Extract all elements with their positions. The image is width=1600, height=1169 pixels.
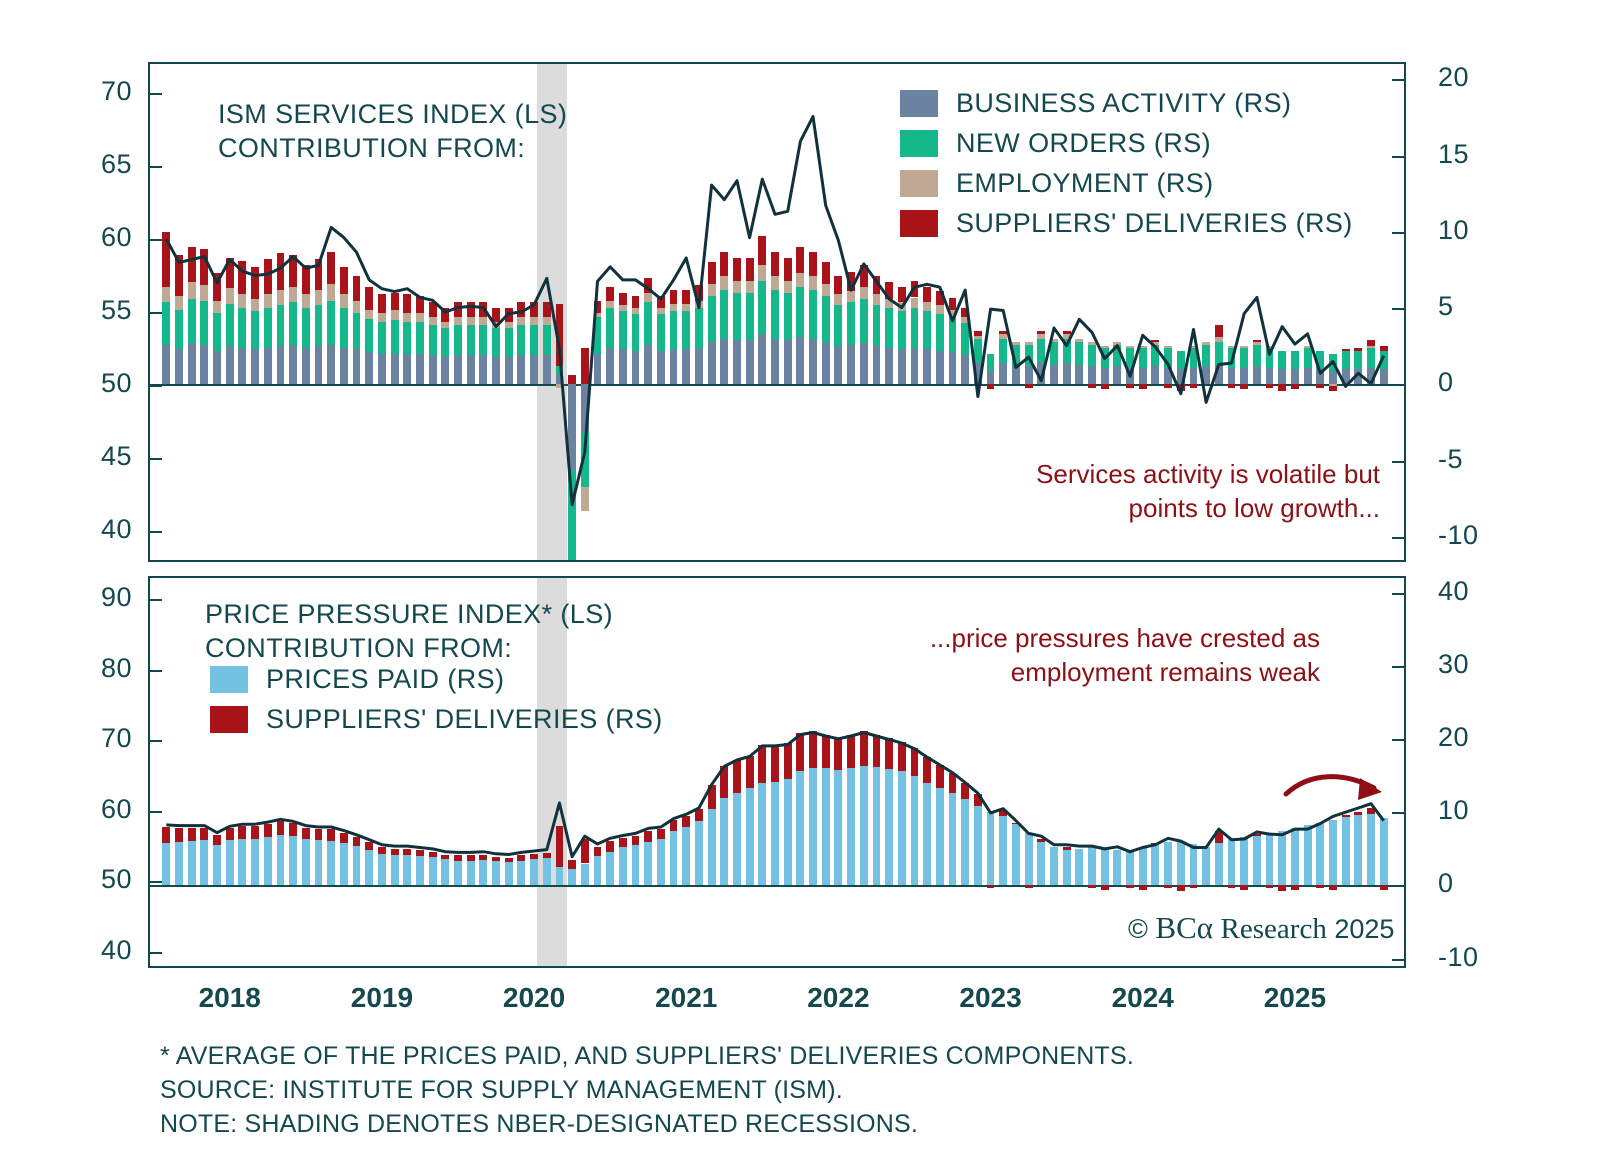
legend-swatch xyxy=(900,210,938,237)
legend-item xyxy=(900,168,1353,199)
y-axis-label-left: 60 xyxy=(100,222,132,253)
top-panel-title-line2: CONTRIBUTION FROM: xyxy=(218,132,526,163)
y-axis-label-right: 5 xyxy=(1438,291,1454,322)
y-axis-label-left: 55 xyxy=(100,295,132,325)
top-panel-title-line1: ISM SERVICES INDEX (LS) xyxy=(218,99,568,129)
axis-tick xyxy=(1392,232,1404,234)
x-axis-label: 2018 xyxy=(198,982,261,1013)
axis-tick xyxy=(1392,666,1404,668)
axis-tick xyxy=(1392,384,1404,386)
legend-swatch xyxy=(210,666,248,693)
y-axis-label-left: 45 xyxy=(100,440,132,471)
footnote-3: NOTE: SHADING DENOTES NBER-DESIGNATED RECESSIONS. xyxy=(160,1109,919,1138)
y-axis-label-right: 0 xyxy=(1438,367,1454,398)
axis-tick xyxy=(1392,593,1404,595)
bottom-annotation-line1: ...price pressures have crested as xyxy=(929,623,1320,653)
copyright-word: Research xyxy=(1220,913,1327,945)
top-annotation-line1: Services activity is volatile but xyxy=(1036,459,1380,489)
x-axis-label: 2025 xyxy=(1263,982,1327,1013)
x-axis-label: 2022 xyxy=(807,982,870,1013)
top-panel-legend xyxy=(900,88,1353,248)
axis-tick xyxy=(150,740,162,742)
axis-tick xyxy=(1392,537,1404,539)
trend-arrow-icon xyxy=(1282,768,1392,818)
y-axis-label-right: 10 xyxy=(1438,214,1470,245)
legend-item xyxy=(210,704,663,735)
x-axis-label: 2020 xyxy=(502,982,566,1013)
y-axis-label-right: 30 xyxy=(1438,648,1470,679)
legend-label: BUSINESS ACTIVITY (RS) xyxy=(956,88,1292,118)
y-axis-label-left: 65 xyxy=(100,149,132,180)
footnotes xyxy=(160,1040,1134,1141)
y-axis-label-right: -10 xyxy=(1438,941,1479,972)
legend-item xyxy=(900,88,1353,119)
x-axis-label: 2023 xyxy=(959,982,1022,1013)
axis-tick xyxy=(150,811,162,813)
bottom-panel-annotation xyxy=(830,622,1320,690)
axis-tick xyxy=(1392,885,1404,887)
y-axis-label-left: 40 xyxy=(100,934,132,965)
top-panel-annotation xyxy=(880,458,1380,526)
legend-item xyxy=(210,664,663,695)
y-axis-label-right: -10 xyxy=(1438,520,1479,551)
y-axis-label-left: 50 xyxy=(100,864,132,895)
legend-item xyxy=(900,208,1353,239)
y-axis-label-left: 40 xyxy=(100,513,132,544)
bottom-annotation-line2: employment remains weak xyxy=(1010,656,1320,687)
axis-tick xyxy=(1392,79,1404,81)
x-axis-label: 2019 xyxy=(350,982,414,1013)
y-axis-label-right: 10 xyxy=(1438,795,1470,826)
y-axis-label-right: 0 xyxy=(1438,868,1454,899)
axis-tick xyxy=(150,93,162,95)
axis-tick xyxy=(150,599,162,601)
copyright-symbol: © xyxy=(1128,914,1148,944)
y-axis-label-right: -5 xyxy=(1438,443,1464,474)
axis-tick xyxy=(150,239,162,241)
legend-label: EMPLOYMENT (RS) xyxy=(956,168,1214,198)
axis-tick xyxy=(150,385,162,387)
bottom-panel-title xyxy=(205,598,613,666)
bottom-panel-legend xyxy=(210,664,663,744)
y-axis-label-right: 15 xyxy=(1438,138,1470,169)
legend-item xyxy=(900,128,1353,159)
y-axis-label-left: 90 xyxy=(100,582,132,613)
y-axis-label-right: 40 xyxy=(1438,575,1470,606)
axis-tick xyxy=(1392,959,1404,961)
axis-tick xyxy=(150,670,162,672)
axis-tick xyxy=(1392,156,1404,158)
legend-label: SUPPLIERS' DELIVERIES (RS) xyxy=(956,208,1353,238)
copyright xyxy=(1128,910,1394,946)
legend-label: SUPPLIERS' DELIVERIES (RS) xyxy=(266,704,663,734)
footnote-1: * AVERAGE OF THE PRICES PAID, AND SUPPLIERS' DELIVERIES COMPONENTS. xyxy=(160,1042,1134,1070)
y-axis-label-left: 70 xyxy=(100,723,132,754)
y-axis-label-right: 20 xyxy=(1438,722,1470,753)
axis-tick xyxy=(150,531,162,533)
footnote-2: SOURCE: INSTITUTE FOR SUPPLY MANAGEMENT (ISM). xyxy=(160,1075,843,1104)
legend-swatch xyxy=(900,130,938,157)
bottom-panel-title-line1: PRICE PRESSURE INDEX* (LS) xyxy=(205,599,613,629)
copyright-brand: BCα xyxy=(1155,910,1214,945)
x-axis-label: 2024 xyxy=(1111,982,1174,1013)
legend-swatch xyxy=(210,706,248,733)
y-axis-label-left: 80 xyxy=(100,652,132,683)
top-annotation-line2: points to low growth... xyxy=(1128,492,1380,523)
axis-tick xyxy=(150,952,162,954)
legend-swatch xyxy=(900,170,938,197)
y-axis-label-left: 70 xyxy=(100,76,132,107)
copyright-year: 2025 xyxy=(1334,914,1395,944)
legend-swatch xyxy=(900,90,938,117)
axis-tick xyxy=(1392,308,1404,310)
axis-tick xyxy=(150,458,162,460)
axis-tick xyxy=(150,166,162,168)
axis-tick xyxy=(1392,739,1404,741)
bottom-panel-title-line2: CONTRIBUTION FROM: xyxy=(205,632,513,663)
top-panel-title xyxy=(218,98,567,166)
x-axis-label: 2021 xyxy=(655,982,718,1013)
axis-tick xyxy=(1392,812,1404,814)
y-axis-label-left: 60 xyxy=(100,793,132,824)
axis-tick xyxy=(150,312,162,314)
y-axis-label-left: 50 xyxy=(100,367,132,398)
axis-tick xyxy=(1392,461,1404,463)
axis-tick xyxy=(150,881,162,883)
legend-label: NEW ORDERS (RS) xyxy=(956,128,1211,158)
legend-label: PRICES PAID (RS) xyxy=(266,664,505,694)
y-axis-label-right: 20 xyxy=(1438,62,1470,93)
